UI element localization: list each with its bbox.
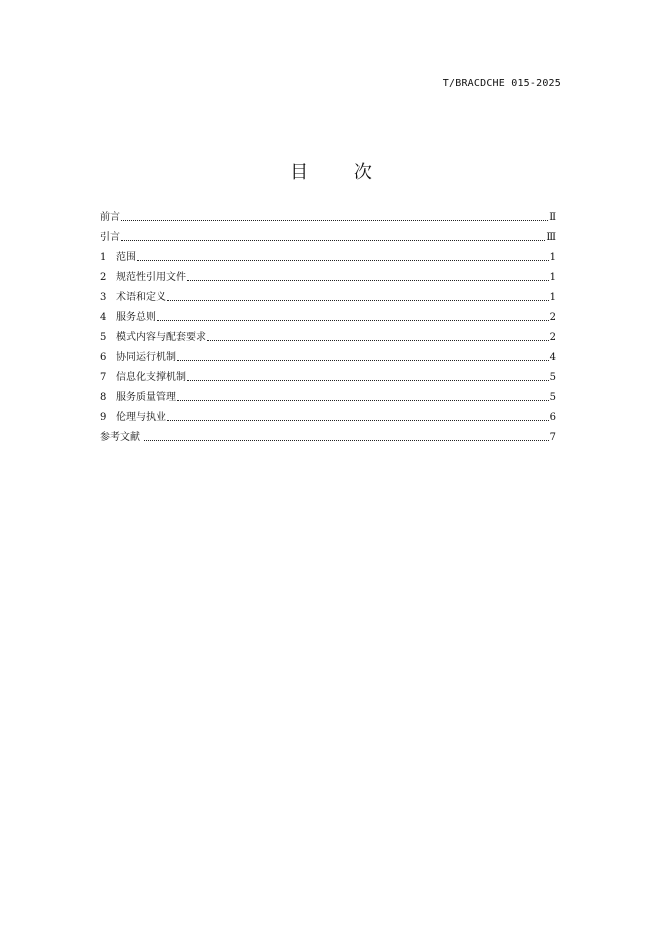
toc-entry-9[interactable] <box>100 404 556 424</box>
toc-entry-number: 8 <box>100 392 107 403</box>
toc-entry-page: 7 <box>549 432 556 443</box>
dot-leader <box>157 320 549 321</box>
toc-entry-7[interactable] <box>100 364 556 384</box>
table-of-contents <box>100 204 556 444</box>
toc-entry-label: 模式内容与配套要求 <box>116 332 206 343</box>
toc-entry-page: 6 <box>549 412 556 423</box>
toc-entry-page: 1 <box>549 252 556 263</box>
toc-entry-page: 5 <box>549 392 556 403</box>
dot-leader <box>167 420 549 421</box>
toc-entry-page: 1 <box>549 292 556 303</box>
dot-leader <box>187 380 549 381</box>
toc-title: 目 次 <box>290 162 392 183</box>
toc-entry-label: 伦理与执业 <box>116 412 166 423</box>
toc-entry-label: 引言 <box>100 232 120 243</box>
toc-entry-number: 5 <box>100 332 107 343</box>
toc-entry-4[interactable] <box>100 304 556 324</box>
toc-entry-bibliography[interactable] <box>100 424 556 444</box>
toc-entry-foreword[interactable] <box>100 204 556 224</box>
toc-entry-label: 范围 <box>116 252 136 263</box>
toc-entry-8[interactable] <box>100 384 556 404</box>
toc-entry-introduction[interactable] <box>100 224 556 244</box>
dot-leader <box>121 220 548 221</box>
toc-entry-page: 4 <box>549 352 556 363</box>
dot-leader <box>121 240 545 241</box>
dot-leader <box>144 440 549 441</box>
toc-entry-number: 2 <box>100 272 107 283</box>
dot-leader <box>167 300 549 301</box>
toc-entry-page: 2 <box>549 312 556 323</box>
dot-leader <box>137 260 549 261</box>
toc-entry-number: 9 <box>100 412 107 423</box>
dot-leader <box>207 340 549 341</box>
dot-leader <box>177 360 549 361</box>
toc-entry-number: 1 <box>100 252 107 263</box>
toc-entry-page: Ⅱ <box>549 212 556 223</box>
toc-entry-label: 服务总则 <box>116 312 156 323</box>
toc-entry-2[interactable] <box>100 264 556 284</box>
toc-entry-label: 协同运行机制 <box>116 352 176 363</box>
toc-entry-label: 前言 <box>100 212 120 223</box>
toc-entry-3[interactable] <box>100 284 556 304</box>
toc-entry-5[interactable] <box>100 324 556 344</box>
toc-entry-page: Ⅲ <box>546 232 556 243</box>
dot-leader <box>177 400 549 401</box>
toc-entry-label: 参考文献 <box>100 432 140 443</box>
toc-entry-label: 规范性引用文件 <box>116 272 186 283</box>
toc-entry-label: 信息化支撑机制 <box>116 372 186 383</box>
toc-entry-number: 6 <box>100 352 107 363</box>
document-code: T/BRACDCHE 015-2025 <box>442 78 561 89</box>
toc-entry-label: 服务质量管理 <box>116 392 176 403</box>
toc-entry-number: 4 <box>100 312 107 323</box>
toc-entry-number: 7 <box>100 372 107 383</box>
toc-entry-page: 2 <box>549 332 556 343</box>
toc-entry-1[interactable] <box>100 244 556 264</box>
toc-entry-page: 1 <box>549 272 556 283</box>
toc-entry-6[interactable] <box>100 344 556 364</box>
toc-entry-page: 5 <box>549 372 556 383</box>
toc-entry-label: 术语和定义 <box>116 292 166 303</box>
toc-entry-number: 3 <box>100 292 107 303</box>
dot-leader <box>187 280 549 281</box>
